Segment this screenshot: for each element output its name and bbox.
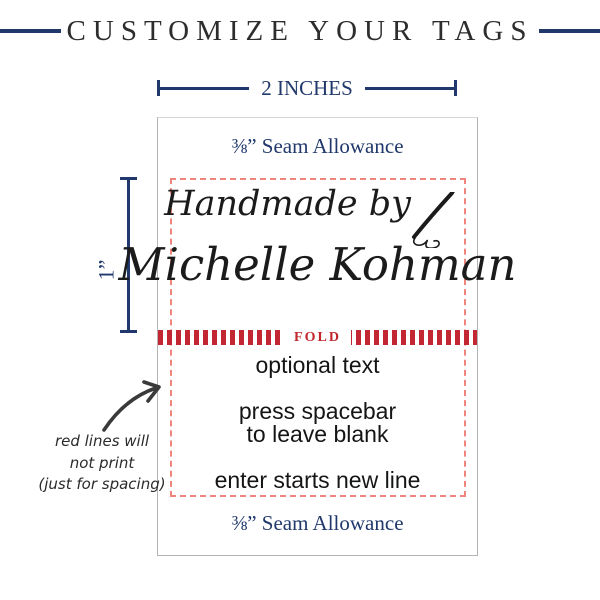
seam-allowance-top: ⅜” Seam Allowance: [231, 134, 404, 158]
optional-text-line: optional text: [255, 352, 380, 378]
height-measure-cap-bottom: [120, 330, 137, 333]
page-title: CUSTOMIZE YOUR TAGS: [66, 14, 534, 47]
enter-hint: enter starts new line: [214, 467, 421, 493]
measure-line-left: [160, 87, 249, 90]
page-title-row: [0, 14, 600, 48]
measure-line-right: [365, 87, 454, 90]
note-line3: (just for spacing): [38, 475, 166, 493]
note-line1: red lines will: [54, 432, 150, 450]
width-measurement: [157, 75, 457, 100]
height-measurement-label: 1”: [92, 259, 118, 281]
fold-line: [158, 330, 477, 345]
title-rule-right: [539, 29, 600, 33]
fold-label: FOLD: [284, 330, 351, 345]
spacebar-hint-line1: press spacebar: [238, 398, 397, 424]
custom-name-text: Michelle Kohman: [118, 238, 517, 291]
tag-preview: [118, 117, 517, 556]
red-lines-note: [26, 431, 178, 496]
seam-allowance-bottom: ⅜” Seam Allowance: [231, 511, 404, 535]
width-measurement-label: 2 INCHES: [261, 75, 353, 100]
custom-name-line: [118, 238, 517, 291]
note-line2: not print: [69, 453, 135, 472]
title-rule-left: [0, 29, 61, 33]
measure-cap-right: [454, 80, 457, 96]
spacebar-hint-line2: to leave blank: [246, 421, 389, 447]
height-measure-cap-top: [120, 177, 137, 180]
spacebar-hint: [158, 400, 477, 446]
handmade-by-text: Handmade by: [164, 184, 411, 224]
